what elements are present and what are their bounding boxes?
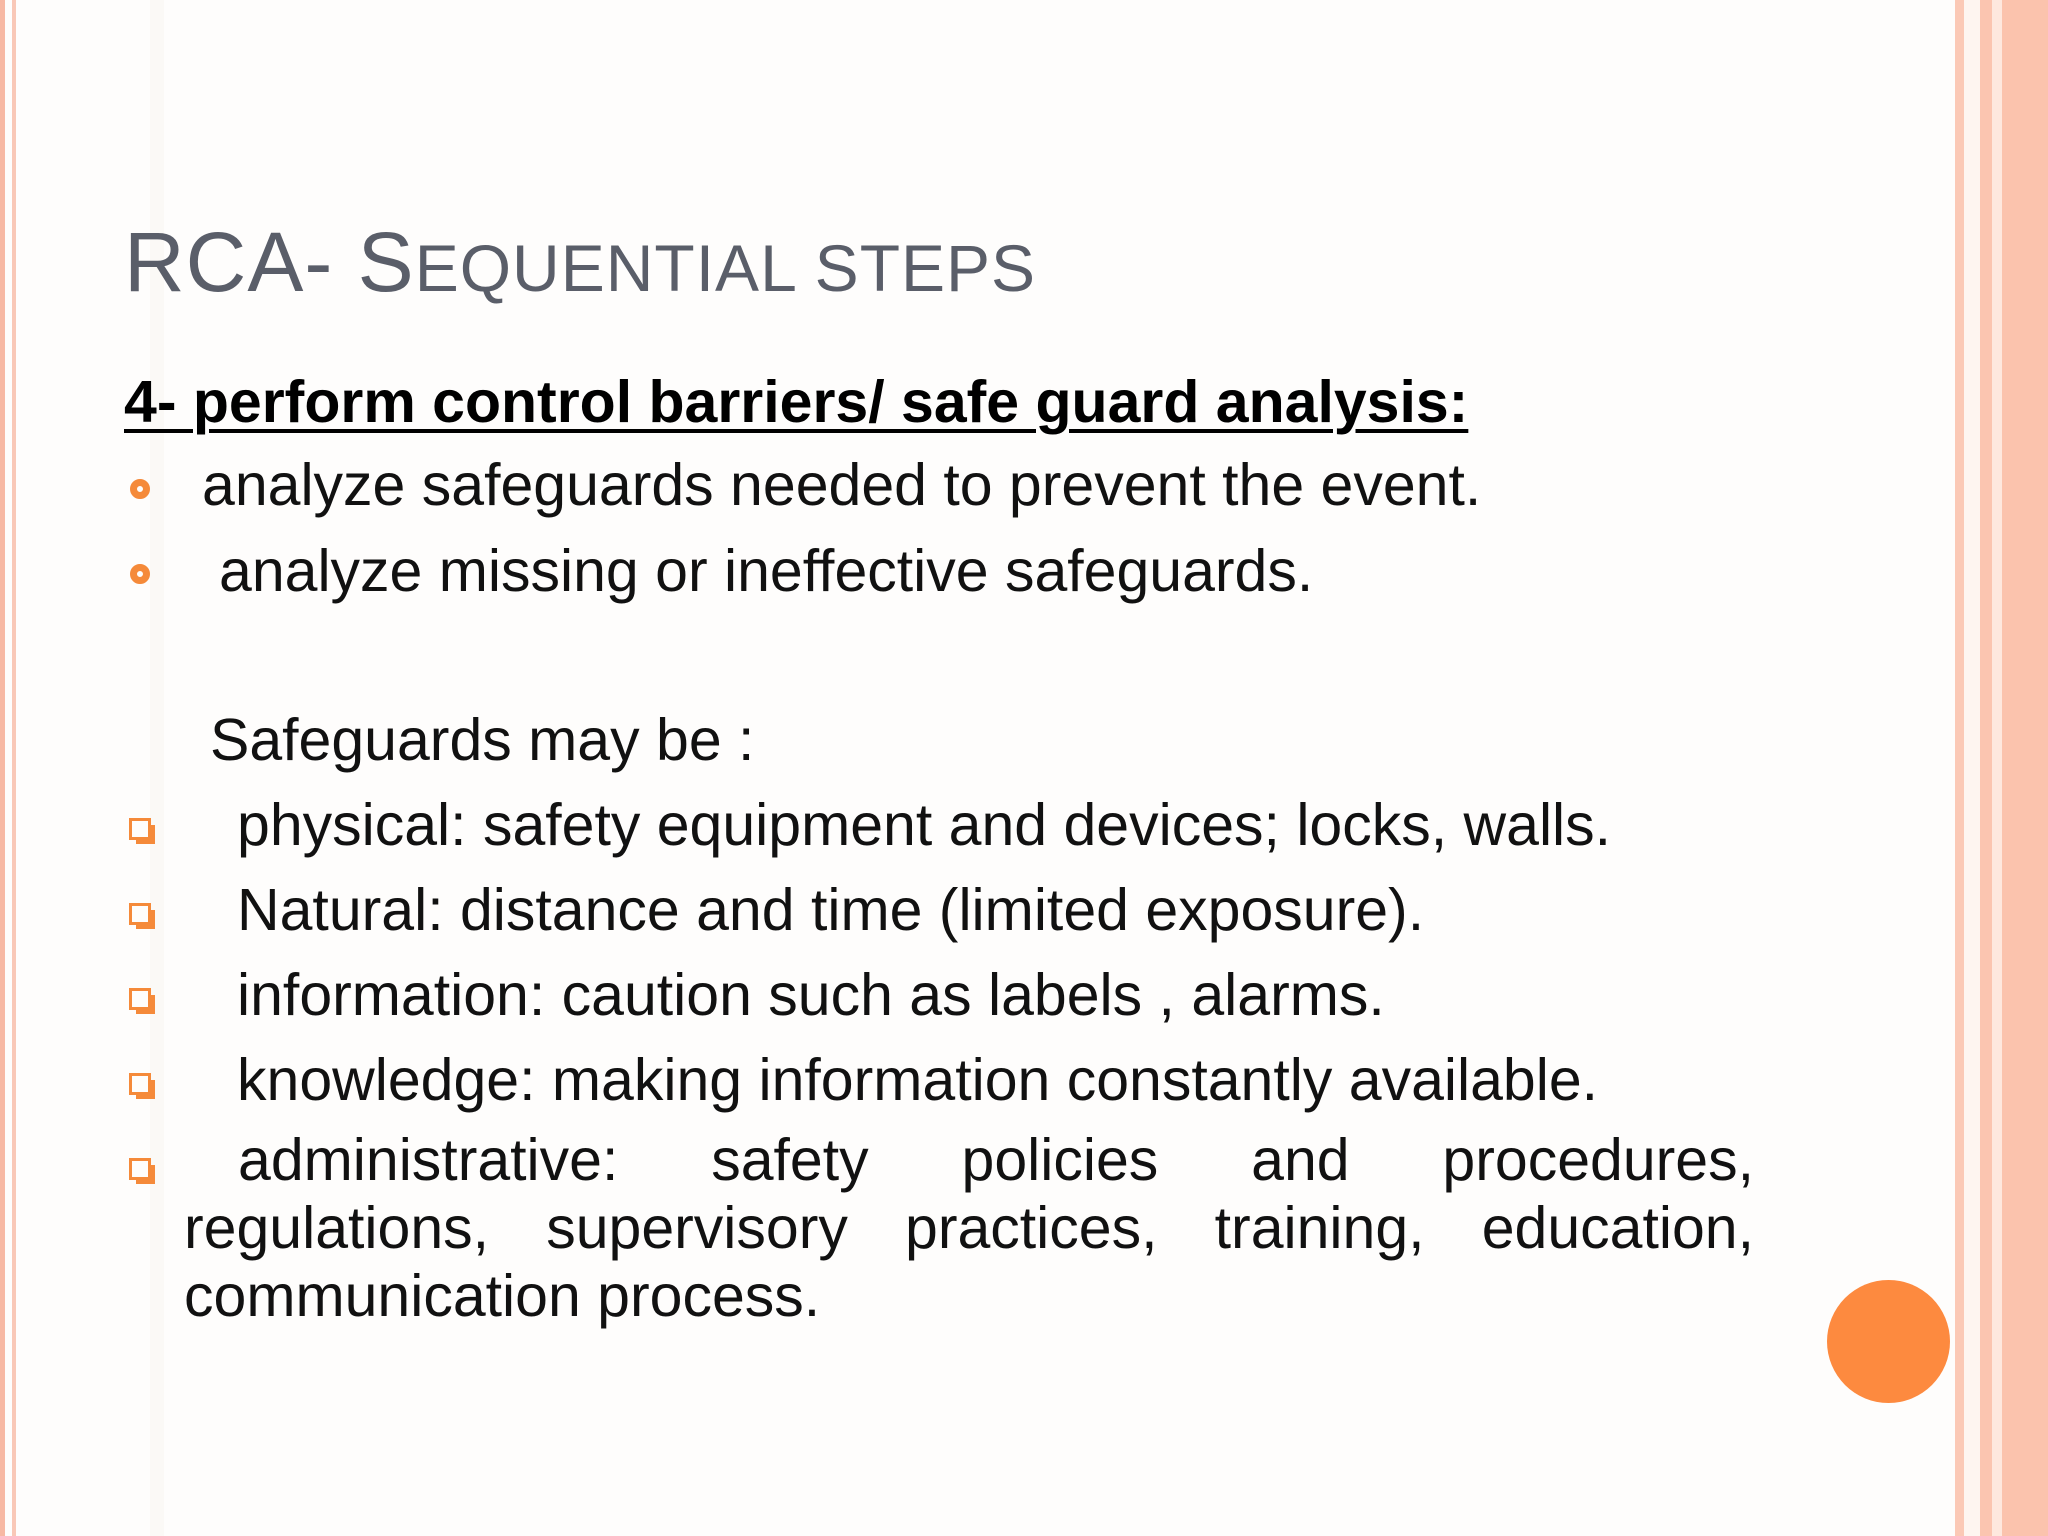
- safeguard-item: Natural: distance and time (limited exposure).: [237, 877, 1425, 943]
- square-bullet-icon: [129, 1158, 151, 1180]
- safeguard-item: information: caution such as labels , alarms.: [237, 962, 1385, 1028]
- square-bullet-icon: [129, 1073, 151, 1095]
- safeguard-item: physical: safety equipment and devices; locks, walls.: [237, 792, 1612, 858]
- square-bullet-icon: [129, 988, 151, 1010]
- hollow-circle-bullet-icon: [130, 479, 150, 499]
- bullet-item: analyze safeguards needed to prevent the event.: [202, 452, 1482, 518]
- safeguard-item-administrative: [184, 1126, 1754, 1330]
- safeguard-item: knowledge: making information constantly available.: [237, 1047, 1599, 1113]
- safeguard-item-text: administrative: safety policies and procedures, regulations, supervisory practices, training, education, communication process.: [184, 1127, 1754, 1329]
- section-heading: 4- perform control barriers/ safe guard analysis:: [124, 369, 1469, 435]
- title-small-caps: EQUENTIAL STEPS: [414, 231, 1037, 305]
- title-main: RCA- S: [124, 215, 415, 309]
- safeguards-subheading: Safeguards may be :: [210, 707, 755, 773]
- orange-circle-icon: [1827, 1280, 1950, 1403]
- bullet-item: analyze missing or ineffective safeguards.: [219, 538, 1314, 604]
- square-bullet-icon: [129, 903, 151, 925]
- square-bullet-icon: [129, 818, 151, 840]
- hollow-circle-bullet-icon: [130, 564, 150, 584]
